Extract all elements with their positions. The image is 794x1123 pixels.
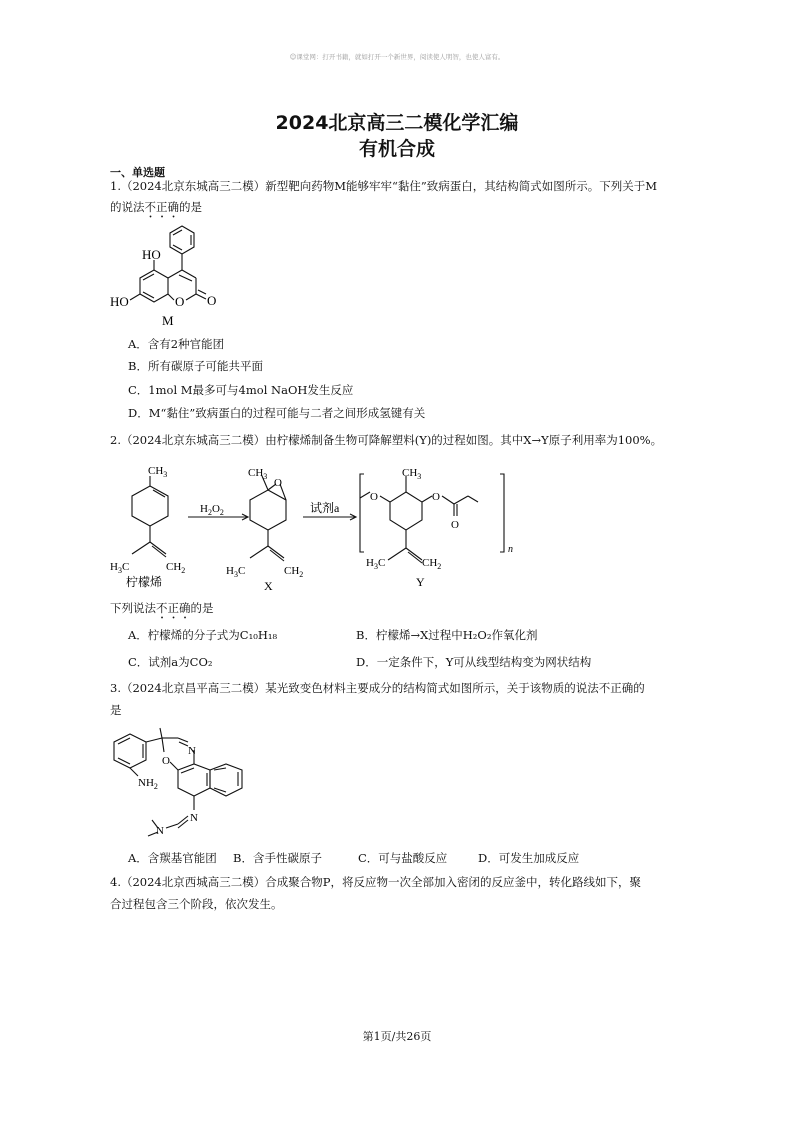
y-ch2-label: $CH_2$ [422, 557, 442, 571]
q2-option-d[interactable]: D．一定条件下，Y可从线型结构变为网状结构 [356, 655, 592, 669]
q3-option-c[interactable]: C．可与盐酸反应 [358, 851, 448, 865]
question-2-line-1: 2.（2024北京东城高三二模）由柠檬烯制备生物可降解塑料(Y)的过程如图。其中X→Y原子利用率为100%。 [110, 433, 663, 447]
y-h3c-label: $H_3C$ [366, 557, 386, 571]
q2-option-b[interactable]: B．柠檬烯→X过程中H₂O₂作氧化剂 [356, 628, 538, 642]
question-1-line-2: 的说法不正确的是 [110, 200, 202, 214]
ho-label-left: HO [110, 294, 129, 309]
nitrogen-label-ring: N [188, 745, 196, 757]
question-4-line-1: 4.（2024北京西城高三二模）合成聚合物P，将反应物一次全部加入密闭的反应釜中，转化路线如下，聚 [110, 875, 641, 889]
y-ch3-label: $CH_3$ [402, 467, 422, 481]
x-epoxide-oxygen-label: O [274, 477, 282, 489]
emphasis-not-correct: 不正确 [156, 601, 191, 615]
question-3-line-2: 是 [110, 703, 122, 717]
q1-option-d[interactable]: D．M“黏住”致病蛋白的过程可能与二者之间形成氢键有关 [128, 406, 426, 420]
q1-option-b[interactable]: B．所有碳原子可能共平面 [128, 359, 263, 373]
q1-option-c[interactable]: C．1mol M最多可与4mol NaOH发生反应 [128, 383, 354, 397]
limonene-h3c-label: $H_3C$ [110, 561, 130, 575]
x-ch3-label: $CH_3$ [248, 467, 268, 481]
question-4-line-2: 合过程包含三个阶段，依次发生。 [110, 897, 283, 911]
limonene-reaction-scheme [108, 462, 688, 602]
h2o2-label: $H_2O_2$ [200, 503, 224, 517]
nitrogen-label-amine: N [156, 825, 164, 837]
y-oxygen-left-label: O [370, 491, 378, 503]
q2-option-a[interactable]: A．柠檬烯的分子式为C₁₀H₁₈ [128, 628, 278, 642]
question-2-stem: 下列说法不正确的是 [110, 601, 214, 615]
section-heading: 一、单选题 [110, 166, 165, 179]
q2-option-c[interactable]: C．试剂a为CO₂ [128, 655, 213, 669]
structure-label-m: M [162, 313, 174, 328]
y-oxygen-right-label: O [432, 491, 440, 503]
x-ch2-label: $CH_2$ [284, 565, 304, 579]
photochromic-molecule-structure [108, 724, 268, 844]
page-footer: 第1页/共26页 [362, 1030, 432, 1043]
document-subtitle: 有机合成 [358, 138, 435, 160]
compound-x-label: X [264, 579, 273, 593]
limonene-ch2-label: $CH_2$ [166, 561, 186, 575]
limonene-ch3-label: $CH_3$ [148, 465, 168, 479]
question-3-line-1: 3.（2024北京昌平高三二模）某光致变色材料主要成分的结构简式如图所示，关于该物质的说法不正确的 [110, 681, 645, 695]
ring-oxygen-label: O [175, 294, 185, 309]
q1-option-a[interactable]: A．含有2种官能团 [128, 337, 225, 351]
molecule-m-structure [108, 222, 228, 332]
q3-option-d[interactable]: D．可发生加成反应 [478, 851, 580, 865]
question-1-line-1: 1.（2024北京东城高三二模）新型靶向药物M能够牢牢“黏住”致病蛋白，其结构简式如图所示。下列关于M [110, 179, 658, 193]
limonene-name-label: 柠檬烯 [126, 575, 163, 589]
q3-option-a[interactable]: A．含羰基官能团 [128, 851, 217, 865]
compound-y-label: Y [416, 575, 425, 589]
document-title: 2024北京高三二模化学汇编 [275, 112, 519, 134]
reagent-a-label: 试剂a [310, 501, 340, 515]
polymer-n-label: n [508, 544, 513, 555]
ho-label-top: HO [142, 247, 161, 262]
header-motto: ☺课堂网：打开书籍，就如打开一个新世界，阅读使人明智，也使人富有。 [289, 53, 505, 61]
nh2-label: $NH_2$ [138, 777, 158, 791]
oxygen-label-ring: O [162, 755, 170, 767]
x-h3c-label: $H_3C$ [226, 565, 246, 579]
y-carbonyl-oxygen-label: O [451, 519, 459, 531]
nitrogen-label-imine: N [190, 812, 198, 824]
emphasis-not-correct: 不正确 [144, 200, 179, 214]
carbonyl-oxygen-label: O [207, 293, 217, 308]
q3-option-b[interactable]: B．含手性碳原子 [233, 851, 322, 865]
